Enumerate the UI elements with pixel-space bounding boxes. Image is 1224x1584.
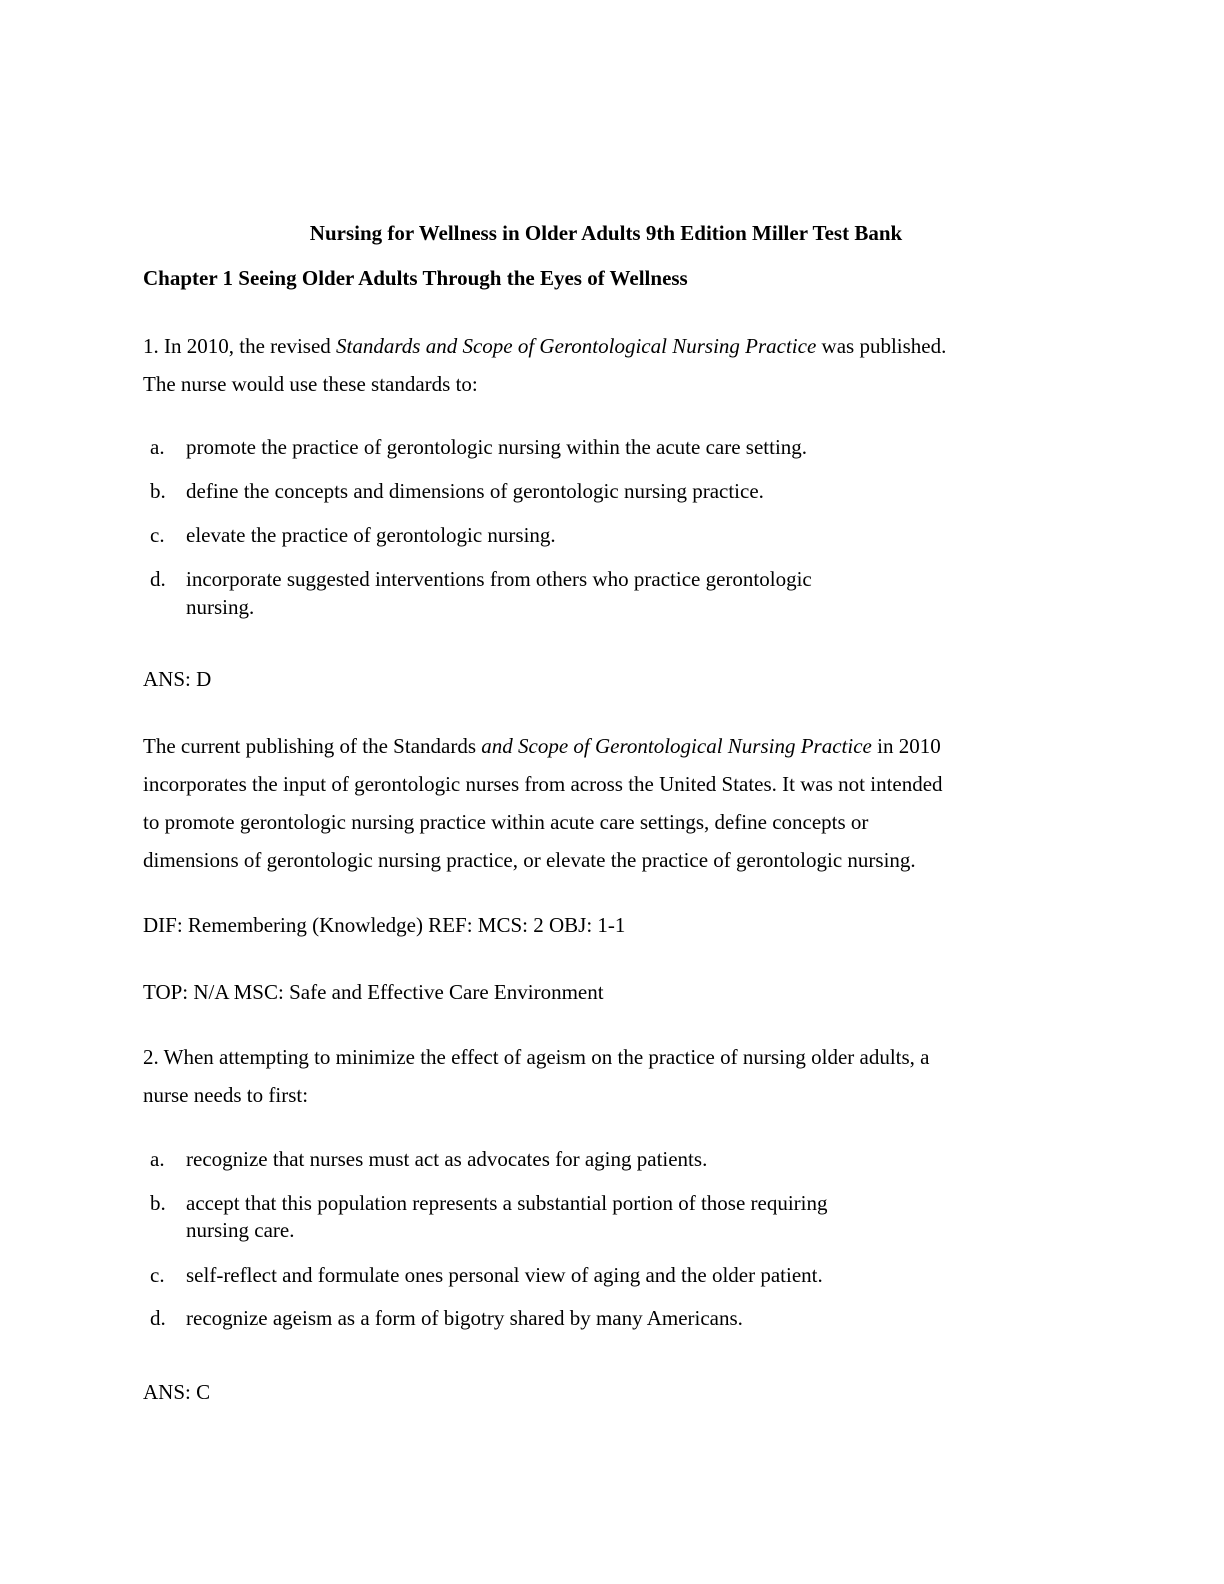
option-text: incorporate suggested interventions from others who practice gerontologic	[186, 567, 812, 591]
option-letter: d.	[150, 1306, 166, 1330]
question-1-answer: ANS: D	[143, 667, 212, 691]
question-1-metadata-2: TOP: N/A MSC: Safe and Effective Care Environment	[143, 980, 604, 1004]
option-letter: c.	[150, 523, 165, 547]
option-letter: c.	[150, 1263, 165, 1287]
option-letter: b.	[150, 479, 166, 503]
option-text: elevate the practice of gerontologic nursing.	[186, 523, 556, 547]
option-text: recognize that nurses must act as advocates for aging patients.	[186, 1147, 708, 1171]
option-letter: a.	[150, 1147, 165, 1171]
chapter-heading: Chapter 1 Seeing Older Adults Through the Eyes of Wellness	[143, 266, 688, 290]
question-1-stem-italic: Standards and Scope of Gerontological Nursing Practice	[336, 334, 817, 358]
rationale-line-4: dimensions of gerontologic nursing practice, or elevate the practice of gerontologic nursing.	[143, 848, 916, 872]
document-title: Nursing for Wellness in Older Adults 9th Edition Miller Test Bank	[309, 221, 903, 245]
rationale-italic: and Scope of Gerontological Nursing Practice	[481, 734, 872, 758]
option-text: promote the practice of gerontologic nursing within the acute care setting.	[186, 435, 808, 459]
option-text-continued: nursing care.	[186, 1218, 295, 1242]
question-2-stem-line-1: 2. When attempting to minimize the effect of ageism on the practice of nursing older adults, a	[143, 1045, 930, 1069]
option-text: accept that this population represents a substantial portion of those requiring	[186, 1191, 828, 1215]
option-text: define the concepts and dimensions of gerontologic nursing practice.	[186, 479, 764, 503]
rationale-line-1	[143, 732, 941, 760]
question-1-stem-text: 1. In 2010, the revised	[143, 334, 337, 358]
option-letter: d.	[150, 567, 166, 591]
question-1-stem-line-2: The nurse would use these standards to:	[143, 372, 478, 396]
rationale-text: The current publishing of the Standards	[143, 734, 482, 758]
question-2-answer: ANS: C	[143, 1380, 211, 1404]
question-1-metadata-1: DIF: Remembering (Knowledge) REF: MCS: 2 OBJ: 1-1	[143, 913, 626, 937]
option-letter: a.	[150, 435, 165, 459]
rationale-line-3: to promote gerontologic nursing practice within acute care settings, define concepts or	[143, 810, 869, 834]
option-text-continued: nursing.	[186, 595, 255, 619]
question-1-stem-line-1	[143, 332, 946, 360]
rationale-line-2: incorporates the input of gerontologic nurses from across the United States. It was not intended	[143, 772, 943, 796]
question-1-stem-text-end: was published.	[816, 334, 947, 358]
question-2-stem-line-2: nurse needs to first:	[143, 1083, 309, 1107]
option-text: self-reflect and formulate ones personal view of aging and the older patient.	[186, 1263, 823, 1287]
option-text: recognize ageism as a form of bigotry shared by many Americans.	[186, 1306, 743, 1330]
option-letter: b.	[150, 1191, 166, 1215]
rationale-text-end: in 2010	[871, 734, 941, 758]
